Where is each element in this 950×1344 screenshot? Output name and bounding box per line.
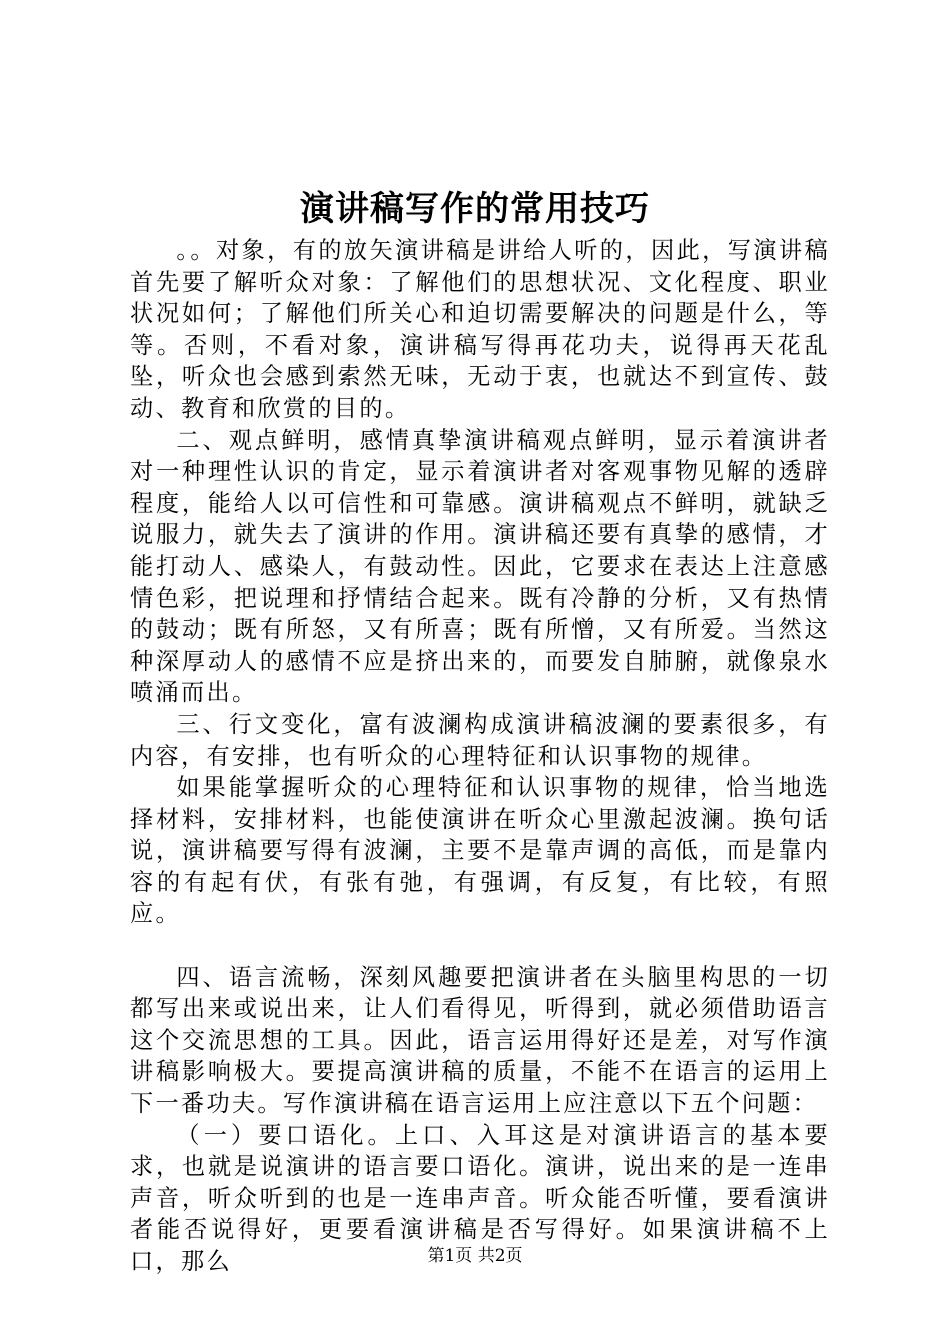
paragraph-colloquial: （一）要口语化。上口、入耳这是对演讲语言的基本要求，也就是说演讲的语言要口语化。演讲，说出来的是一连串声音，听众听到的也是一连串声音。听众能否听懂，要看演讲者能否说得好，更要看演讲稿是否写得好。如果演讲稿不上口，那么 bbox=[130, 1121, 830, 1275]
paragraph-psychology: 如果能掌握听众的心理特征和认识事物的规律，恰当地选择材料，安排材料，也能使演讲在听众心里激起波澜。换句话说，演讲稿要写得有波澜，主要不是靠声调的高低，而是靠内容的有起有伏，有张有弛，有强调，有反复，有比较，有照应。 bbox=[130, 774, 830, 928]
paragraph-viewpoint: 二、观点鲜明，感情真挚演讲稿观点鲜明，显示着演讲者对一种理性认识的肯定，显示着演讲者对客观事物见解的透辟程度，能给人以可信性和可靠感。演讲稿观点不鲜明，就缺乏说服力，就失去了演讲的作用。演讲稿还要有真挚的感情，才能打动人、感染人，有鼓动性。因此，它要求在表达上注意感情色彩，把说理和抒情结合起来。既有冷静的分析，又有热情的鼓动；既有所怒，又有所喜；既有所憎，又有所爱。当然这种深厚动人的感情不应是挤出来的，而要发自肺腑，就像泉水喷涌而出。 bbox=[130, 426, 830, 707]
paragraph-variation: 三、行文变化，富有波澜构成演讲稿波澜的要素很多，有内容，有安排，也有听众的心理特征和认识事物的规律。 bbox=[130, 710, 830, 770]
page-number-footer: 第1页 共2页 bbox=[427, 1246, 523, 1266]
document-body bbox=[130, 235, 830, 1278]
paragraph-audience: 。。对象，有的放矢演讲稿是讲给人听的，因此，写演讲稿首先要了解听众对象：了解他们的思想状况、文化程度、职业状况如何；了解他们所关心和迫切需要解决的问题是什么，等等。否则，不看对象，演讲稿写得再花功夫，说得再天花乱坠，听众也会感到索然无味，无动于衷，也就达不到宣传、鼓动、教育和欣赏的目的。 bbox=[130, 237, 830, 422]
paragraph-language: 四、语言流畅，深刻风趣要把演讲者在头脑里构思的一切都写出来或说出来，让人们看得见，听得到，就必须借助语言这个交流思想的工具。因此，语言运用得好还是差，对写作演讲稿影响极大。要提高演讲稿的质量，不能不在语言的运用上下一番功夫。写作演讲稿在语言运用上应注意以下五个问题： bbox=[130, 963, 830, 1118]
document-title: 演讲稿写作的常用技巧 bbox=[300, 189, 650, 229]
